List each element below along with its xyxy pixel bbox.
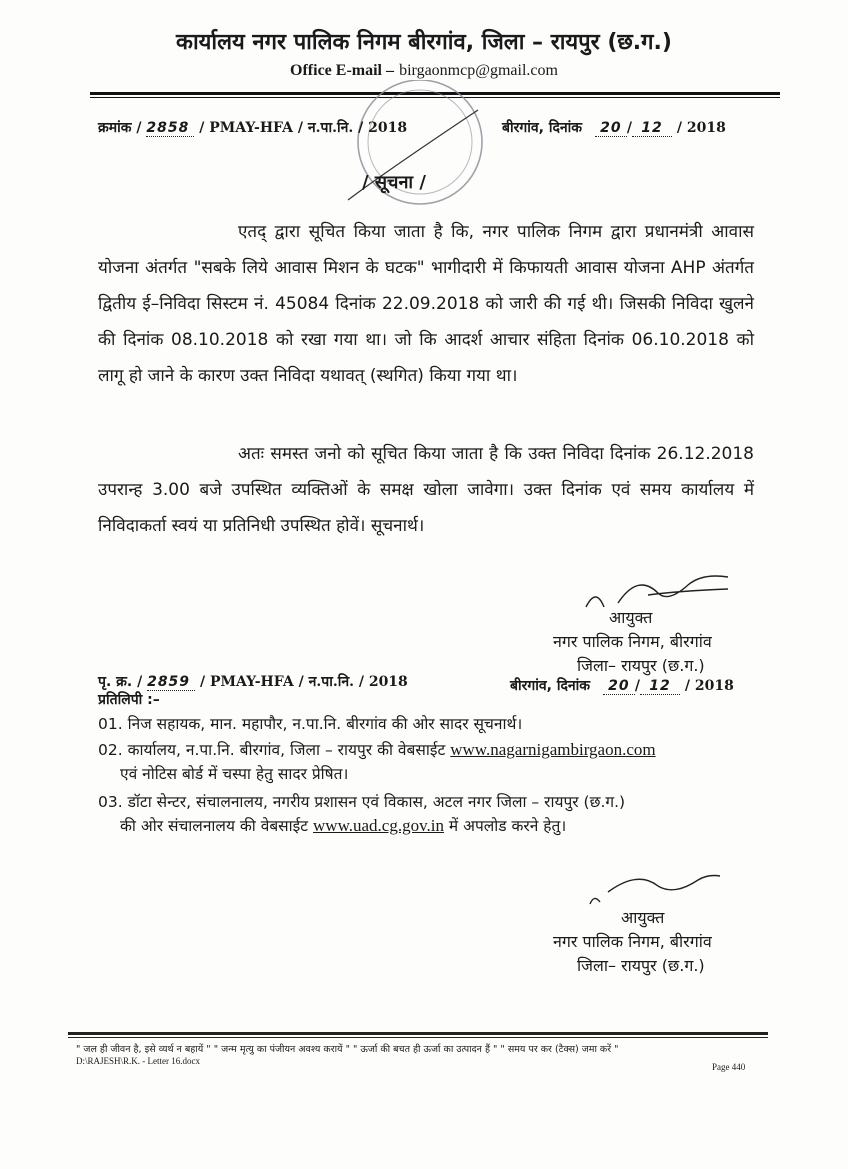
copy-list (98, 712, 758, 838)
endorsement-code: / PMAY-HFA / न.पा.नि. / 2018 (199, 674, 408, 690)
office-seal-stamp (328, 80, 498, 220)
paragraph-1-text: एतद् द्वारा सूचित किया जाता है कि, नगर पालिक निगम द्वारा प्रधानमंत्री आवास योजना अंतर्गत "सबके लिये आवास मिशन के घटक" भागीदारी में किफायती आवास योजना AHP अंतर्गत द्वितीय ई–निविदा सिस्टम नं. 45084 दिनांक 22.09.2018 को जारी की गई थी। जिसकी निविदा खुलने की दिनांक 08.10.2018 को रखा गया था। जो कि आदर्श आचार संहिता दिनांक 06.10.2018 को लागू हो जाने के कारण उक्त निविदा यथावत् (स्थगित) किया गया था। (98, 222, 754, 386)
sig2-designation: आयुक्त (621, 908, 665, 927)
signature-2-handwritten (580, 870, 730, 910)
sig1-designation: आयुक्त (609, 608, 653, 627)
reference-number-line (98, 118, 407, 137)
endorsement-date-year: / 2018 (684, 678, 734, 694)
website-link-birgaon[interactable]: www.nagarnigambirgaon.com (450, 740, 656, 759)
copy-item-2-cont: एवं नोटिस बोर्ड में चस्पा हेतु सादर प्रेषित। (120, 765, 349, 783)
signature-block-2 (553, 906, 712, 978)
notice-paragraph-2 (98, 436, 754, 544)
website-link-uad[interactable]: www.uad.cg.gov.in (313, 816, 444, 835)
ref-prefix: क्रमांक / (98, 120, 142, 136)
copy-item-1: 01. निज सहायक, मान. महापौर, न.पा.नि. बीरगांव की ओर सादर सूचनार्थ। (98, 715, 523, 733)
copy-item-2 (98, 738, 758, 762)
paragraph-2-text: अतः समस्त जनो को सूचित किया जाता है कि उक्त निविदा दिनांक 26.12.2018 उपरान्ह 3.00 बजे उपस्थित व्यक्तिओं के समक्ष खोला जावेगा। उक्त दिनांक एवं समय कार्यालय में निविदाकर्ता स्वयं या प्रतिनिधी उपस्थित होवें। सूचनार्थ। (98, 444, 754, 536)
endorsement-date-month: 12 (640, 678, 680, 695)
ref-date-day: 20 (595, 120, 627, 137)
ref-date-label: बीरगांव, दिनांक (502, 120, 583, 136)
sig1-district: जिला– रायपुर (छ.ग.) (577, 656, 705, 675)
copy-item-3: 03. डॉटा सेन्टर, संचालनालय, नगरीय प्रशासन एवं विकास, अटल नगर जिला – रायपुर (छ.ग.) (98, 793, 626, 811)
endorsement-date-day: 20 (603, 678, 635, 695)
office-email-line (0, 60, 848, 80)
copy-item-3-mid: की ओर संचालनालय की वेबसाईट (120, 817, 309, 835)
endorsement-number-handwritten: 2859 (147, 674, 195, 691)
email-label: Office E-mail – (290, 62, 394, 79)
ref-code: / PMAY-HFA / न.पा.नि. / 2018 (199, 120, 408, 136)
sig2-office: नगर पालिक निगम, बीरगांव (553, 932, 712, 951)
sig1-office: नगर पालिक निगम, बीरगांव (553, 632, 712, 651)
footer-page-number: Page 440 (712, 1062, 746, 1072)
copy-item-3-cont (98, 814, 758, 838)
notice-title: / सूचना / (362, 172, 426, 193)
footer-slogans: " जल ही जीवन है, इसे व्यर्थ न बहायें " " जन्म मृत्यु का पंजीयन अवश्य करायें " " ऊर्जा की बचत ही ऊर्जा का उत्पादन हैं " " समय पर कर (टैक्स) जमा करें " (76, 1044, 619, 1055)
office-heading: कार्यालय नगर पालिक निगम बीरगांव, जिला – रायपुर (छ.ग.) (176, 30, 672, 55)
endorsement-date-label: बीरगांव, दिनांक (510, 678, 591, 694)
copy-item-2-prefix: 02. कार्यालय, न.पा.नि. बीरगांव, जिला – रायपुर की वेबसाईट (98, 741, 446, 759)
copy-item-3-suffix: में अपलोड करने हेतु। (448, 817, 567, 835)
ref-number-handwritten: 2858 (146, 120, 194, 137)
ref-date-line: बीरगांव, दिनांक 20 / 12 / 2018 (502, 120, 726, 136)
endorsement-date-line: बीरगांव, दिनांक 20 / 12 / 2018 (510, 678, 734, 694)
endorsement-prefix: पृ. क्र. / (98, 674, 143, 690)
ref-date-month: 12 (632, 120, 672, 137)
email-address[interactable]: birgaonmcp@gmail.com (399, 62, 558, 79)
sig2-district: जिला– रायपुर (छ.ग.) (577, 956, 705, 975)
footer-divider-thin (68, 1037, 768, 1038)
ref-date-year: / 2018 (676, 120, 726, 136)
copy-to-label: प्रतिलिपी :– (98, 692, 160, 708)
notice-paragraph-1 (98, 214, 754, 394)
footer-divider (68, 1032, 768, 1035)
endorsement-number-line (98, 672, 408, 691)
footer-file-path: D:\RAJESH\R.K. - Letter 16.docx (76, 1056, 200, 1066)
signature-block-1 (553, 606, 712, 678)
